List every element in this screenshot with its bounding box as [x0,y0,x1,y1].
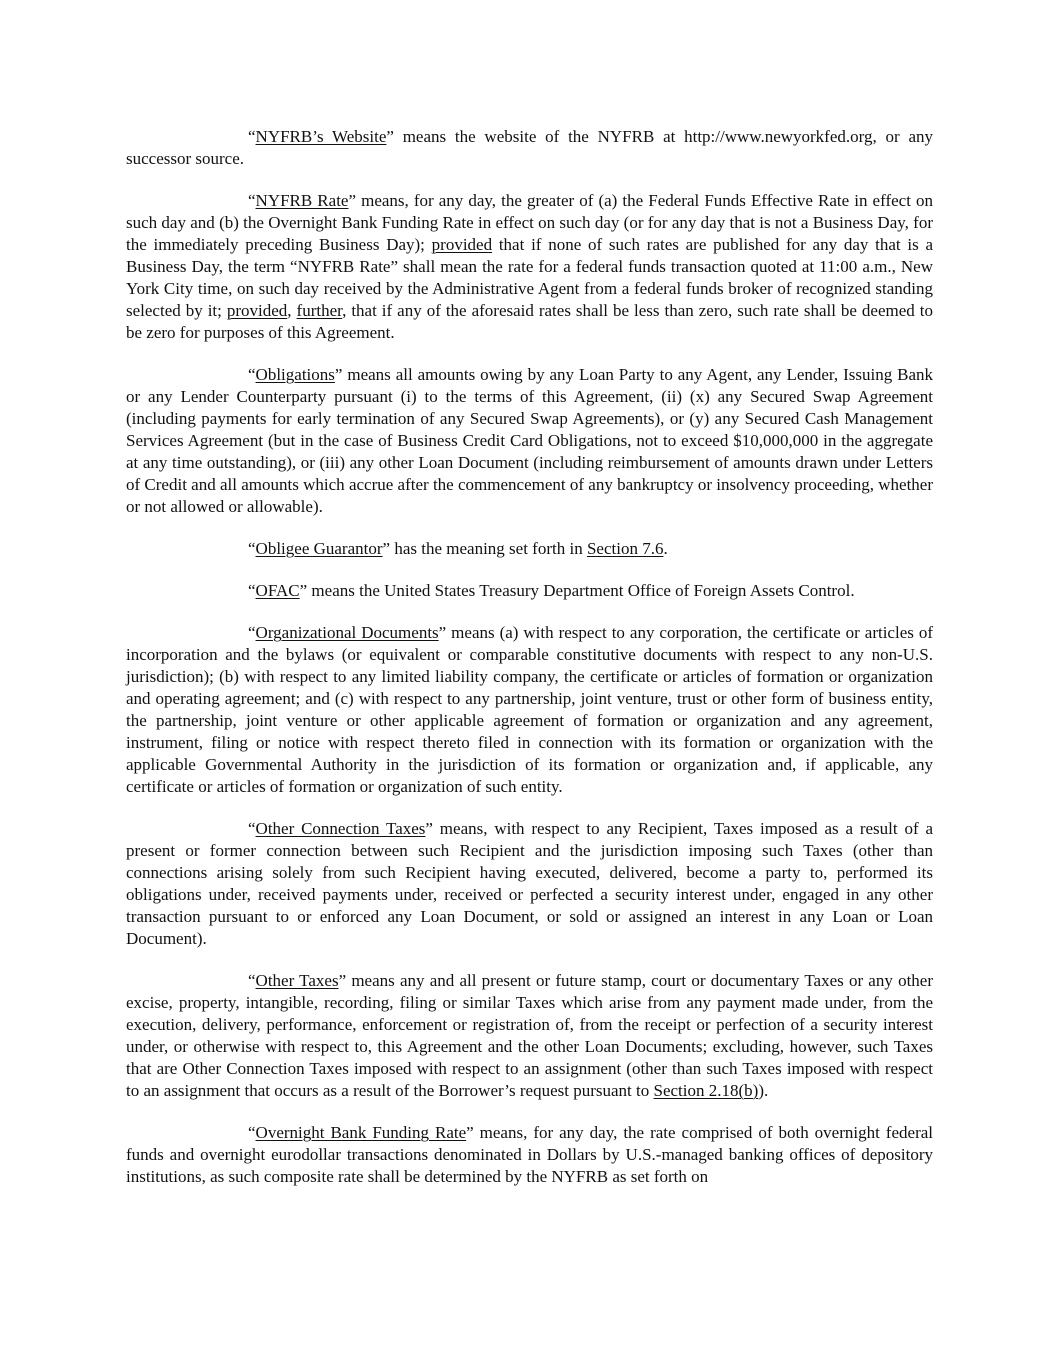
underlined-term: further [296,301,343,320]
definition-obligations [126,364,933,518]
underlined-term: provided [226,301,288,320]
underlined-term: Section 2.18(b) [653,1081,759,1100]
definition-text: “ [248,581,256,600]
definition-text: “ [248,819,256,838]
underlined-term: NYFRB’s Website [255,127,387,146]
underlined-term: Obligations [255,365,335,384]
definition-text: . [663,539,668,558]
definition-nyfrb-rate [126,190,933,344]
underlined-term: Other Connection Taxes [255,819,426,838]
definition-other-taxes [126,970,933,1102]
definition-organizational-documents [126,622,933,798]
definition-text: , [287,301,297,320]
definition-text: ). [758,1081,769,1100]
underlined-term: Organizational Documents [255,623,439,642]
definition-text: ” means, for any day, the rate comprised of both overnight federal funds and overnight eurodollar transactions denominated in Dollars by U.S.-managed banking offices of depository institutions, as such composite rate shall be determined by the NYFRB as set forth on [126,1123,933,1186]
definition-text: ” means all amounts owing by any Loan Party to any Agent, any Lender, Issuing Bank or any Lender Counterparty pursuant (i) to the terms of this Agreement, (ii) (x) any Secured Swap Agreement (including payments for early termination of any Secured Swap Agreements), or (y) any Secured Cash Management Services Agreement (but in the case of Business Credit Card Obligations, not to exceed $10,000,000 in the aggregate at any time outstanding), or (iii) any other Loan Document (including reimbursement of amounts drawn under Letters of Credit and all amounts which accrue after the commencement of any bankruptcy or insolvency proceeding, whether or not allowed or allowable). [126,365,933,516]
definition-text: “ [248,623,256,642]
definition-text: , that if any of the aforesaid rates shall be less than zero, such rate shall be deemed to be zero for purposes of this Agreement. [126,301,933,342]
underlined-term: OFAC [255,581,300,600]
definition-text: “ [248,971,256,990]
definition-text: “ [248,539,256,558]
definition-text: ” means the website of the NYFRB at http://www.newyorkfed.org, or any successor source. [126,127,933,168]
underlined-term: Overnight Bank Funding Rate [255,1123,467,1142]
definitions-body [126,126,933,1208]
definition-text: ” has the meaning set forth in [382,539,587,558]
definition-text: “ [248,191,256,210]
definition-text: ” means, for any day, the greater of (a) the Federal Funds Effective Rate in effect on such day and (b) the Overnight Bank Funding Rate in effect on such day (or for any day that is not a Business Day, for the immediately preceding Business Day); [126,191,933,254]
definition-overnight-bank-funding-rate [126,1122,933,1188]
definition-other-connection-taxes [126,818,933,950]
definition-ofac [126,580,933,602]
definition-text: “ [248,127,256,146]
definition-text: that if none of such rates are published for any day that is a Business Day, the term “NYFRB Rate” shall mean the rate for a federal funds transaction quoted at 11:00 a.m., New York City time, on such day received by the Administrative Agent from a federal funds broker of recognized standing selected by it; [126,235,933,320]
definition-obligee-guarantor [126,538,933,560]
definition-nyfrb-website [126,126,933,170]
definition-text: ” means the United States Treasury Department Office of Foreign Assets Control. [299,581,855,600]
underlined-term: Obligee Guarantor [255,539,383,558]
underlined-term: Section 7.6 [586,539,664,558]
definition-text: ” means, with respect to any Recipient, Taxes imposed as a result of a present or former connection between such Recipient and the jurisdiction imposing such Taxes (other than connections arising solely from such Recipient having executed, delivered, become a party to, performed its obligations under, received payments under, received or perfected a security interest under, engaged in any other transaction pursuant to or enforced any Loan Document, or sold or assigned an interest in any Loan or Loan Document). [126,819,933,948]
definition-text: “ [248,365,256,384]
definition-text: ” means (a) with respect to any corporation, the certificate or articles of incorporation and the bylaws (or equivalent or comparable constitutive documents with respect to any non-U.S. jurisdiction); (b) with respect to any limited liability company, the certificate or articles of formation or organization and operating agreement; and (c) with respect to any partnership, joint venture, trust or other form of business entity, the partnership, joint venture or other applicable agreement of formation or organization and any agreement, instrument, filing or notice with respect thereto filed in connection with its formation or organization with the applicable Governmental Authority in the jurisdiction of its formation or organization and, if applicable, any certificate or articles of formation or organization of such entity. [126,623,933,796]
underlined-term: provided [431,235,493,254]
definition-text: “ [248,1123,256,1142]
underlined-term: NYFRB Rate [255,191,349,210]
definition-text: ” means any and all present or future stamp, court or documentary Taxes or any other excise, property, intangible, recording, filing or similar Taxes which arise from any payment made under, from the execution, delivery, performance, enforcement or registration of, from the receipt or perfection of a security interest under, or otherwise with respect to, this Agreement and the other Loan Documents; excluding, however, such Taxes that are Other Connection Taxes imposed with respect to an assignment (other than such Taxes imposed with respect to an assignment that occurs as a result of the Borrower’s request pursuant to [126,971,933,1100]
underlined-term: Other Taxes [255,971,339,990]
